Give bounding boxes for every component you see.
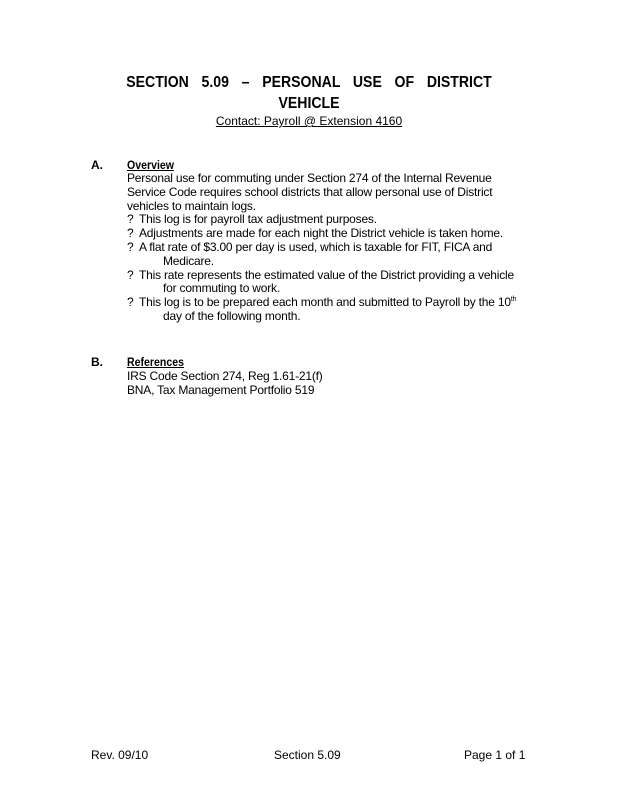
section-b-body xyxy=(127,369,527,397)
footer-page-number: Page 1 of 1 xyxy=(464,748,526,762)
bullet-mark: ? xyxy=(127,212,134,227)
list-item-text: This log is for payroll tax adjustment purposes. xyxy=(139,212,377,227)
bullet-mark: ? xyxy=(127,226,134,241)
section-b-letter: B. xyxy=(91,355,103,369)
reference-item: BNA, Tax Management Portfolio 519 xyxy=(127,383,315,397)
bullet-mark: ? xyxy=(127,239,134,254)
overview-intro: Personal use for commuting under Section 274 of the Internal Revenue Service Code requires school districts that allow personal use of District vehicles to maintain logs. xyxy=(127,171,493,213)
list-item xyxy=(127,269,527,297)
list-item-text: This rate represents the estimated value of the District providing a vehicle for commuting to work. xyxy=(139,267,514,296)
page-title xyxy=(37,72,581,114)
list-item-text: This log is to be prepared each month and submitted to Payroll by the 10 xyxy=(139,295,511,310)
footer-revision: Rev. 09/10 xyxy=(91,748,149,762)
section-a-body xyxy=(127,172,527,324)
section-a-heading: Overview xyxy=(127,158,174,172)
list-item xyxy=(127,296,527,324)
section-b-heading: References xyxy=(127,355,184,369)
reference-item: IRS Code Section 274, Reg 1.61-21(f) xyxy=(127,369,323,383)
list-item-text: A flat rate of $3.00 per day is used, which is taxable for FIT, FICA and Medicare. xyxy=(139,239,493,268)
section-a-letter: A. xyxy=(91,158,103,172)
list-item xyxy=(127,241,527,269)
list-item-text-end: day of the following month. xyxy=(163,308,301,323)
bullet-mark: ? xyxy=(127,267,134,282)
list-item xyxy=(127,227,527,241)
ordinal-suffix: th xyxy=(510,296,517,304)
bullet-mark: ? xyxy=(127,295,134,310)
list-item xyxy=(127,213,527,227)
title-line-2: VEHICLE xyxy=(278,95,340,112)
footer-section: Section 5.09 xyxy=(274,748,341,762)
list-item-text: Adjustments are made for each night the District vehicle is taken home. xyxy=(139,226,503,241)
contact-line: Contact: Payroll @ Extension 4160 xyxy=(215,114,403,128)
title-line-1: SECTION 5.09 – PERSONAL USE OF DISTRICT xyxy=(126,74,492,91)
